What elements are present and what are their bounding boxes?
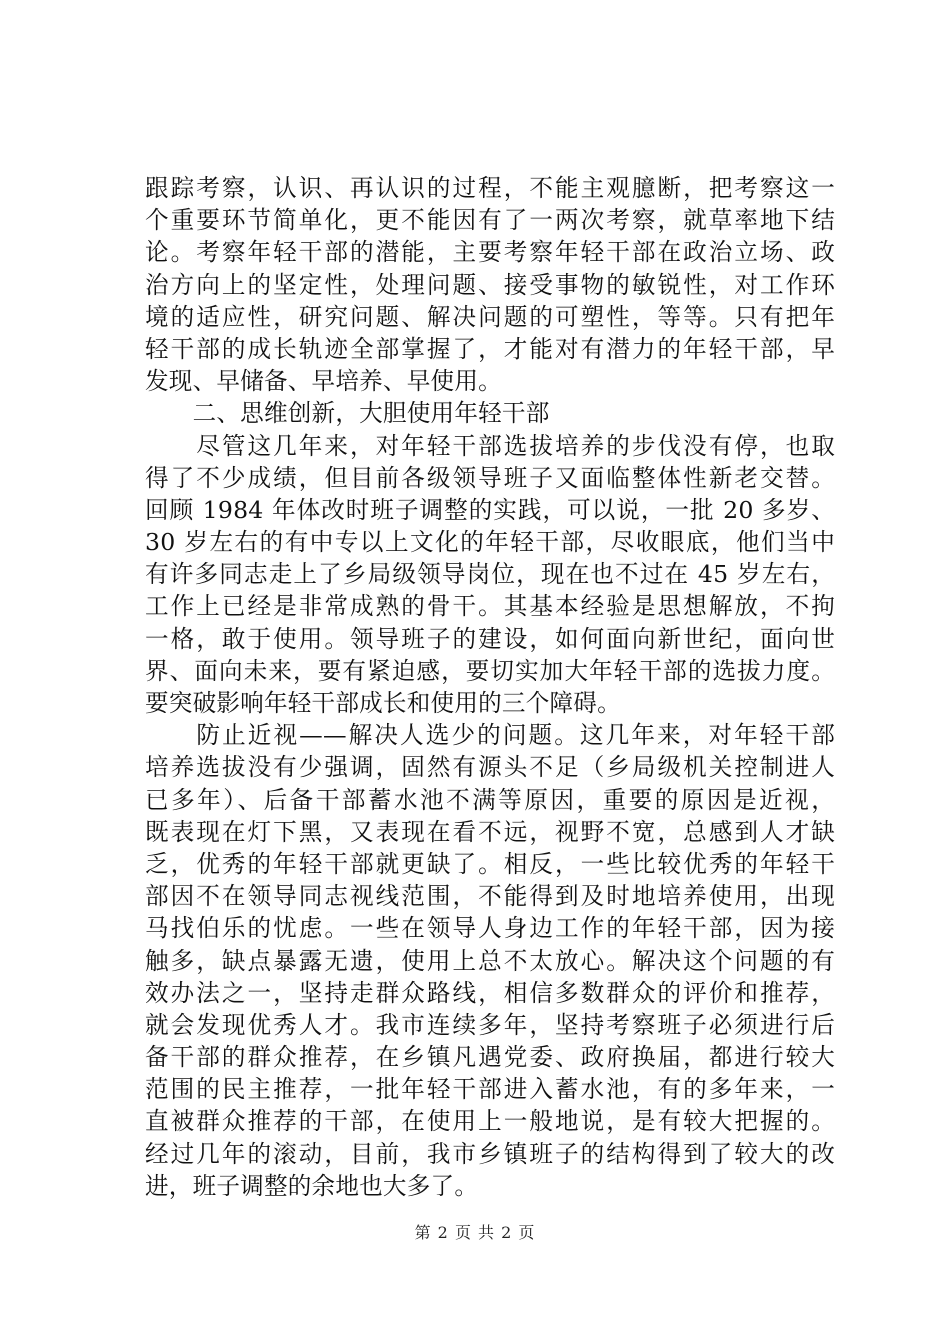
text-line: 既表现在灯下黑，又表现在看不远，视野不宽，总感到人才缺 (145, 817, 835, 846)
text-line: 界、面向未来，要有紧迫感，要切实加大年轻干部的选拔力度。 (145, 656, 835, 685)
text-line: 乏，优秀的年轻干部就更缺了。相反，一些比较优秀的年轻干 (145, 849, 835, 878)
text-line: 治方向上的坚定性，处理问题、接受事物的敏锐性，对工作环 (145, 270, 835, 299)
body-text (145, 172, 835, 1202)
section-heading: 二、思维创新，大胆使用年轻干部 (145, 399, 550, 428)
text-line: 论。考察年轻干部的潜能，主要考察年轻干部在政治立场、政 (145, 238, 835, 267)
text-line: 进，班子调整的余地也大多了。 (145, 1171, 479, 1200)
text-line: 工作上已经是非常成熟的骨干。其基本经验是思想解放，不拘 (145, 592, 835, 621)
text-line: 境的适应性，研究问题、解决问题的可塑性，等等。只有把年 (145, 302, 835, 331)
text-line: 发现、早储备、早培养、早使用。 (145, 367, 502, 396)
text-line: 就会发现优秀人才。我市连续多年，坚持考察班子必须进行后 (145, 1010, 835, 1039)
text-line: 直被群众推荐的干部，在使用上一般地说，是有较大把握的。 (145, 1107, 835, 1136)
text-line: 防止近视——解决人选少的问题。这几年来，对年轻干部 (145, 721, 835, 750)
text-line: 培养选拔没有少强调，固然有源头不足（乡局级机关控制进人 (145, 753, 835, 782)
text-line: 回顾 1984 年体改时班子调整的实践，可以说，一批 20 多岁、 (145, 495, 835, 524)
text-line: 马找伯乐的忧虑。一些在领导人身边工作的年轻干部，因为接 (145, 914, 835, 943)
text-line: 一格，敢于使用。领导班子的建设，如何面向新世纪，面向世 (145, 624, 835, 653)
text-line: 要突破影响年轻干部成长和使用的三个障碍。 (145, 689, 621, 717)
text-line: 轻干部的成长轨迹全部掌握了，才能对有潜力的年轻干部，早 (145, 334, 835, 363)
text-line: 有许多同志走上了乡局级领导岗位，现在也不过在 45 岁左右， (145, 560, 835, 589)
text-line: 尽管这几年来，对年轻干部选拔培养的步伐没有停，也取 (145, 431, 835, 460)
text-line: 得了不少成绩，但目前各级领导班子又面临整体性新老交替。 (145, 463, 835, 492)
text-line: 个重要环节简单化，更不能因有了一两次考察，就草率地下结 (145, 206, 835, 235)
text-line: 效办法之一，坚持走群众路线，相信多数群众的评价和推荐， (145, 978, 835, 1007)
text-line: 跟踪考察，认识、再认识的过程，不能主观臆断，把考察这一 (145, 174, 835, 202)
text-line: 触多，缺点暴露无遗，使用上总不太放心。解决这个问题的有 (145, 946, 835, 975)
text-line: 30 岁左右的有中专以上文化的年轻干部，尽收眼底，他们当中 (145, 528, 835, 557)
text-line: 已多年）、后备干部蓄水池不满等原因，重要的原因是近视， (145, 785, 835, 814)
page-footer: 第 2 页 共 2 页 (414, 1223, 536, 1242)
text-line: 备干部的群众推荐，在乡镇凡遇党委、政府换届，都进行较大 (145, 1043, 835, 1072)
text-line: 经过几年的滚动，目前，我市乡镇班子的结构得到了较大的改 (145, 1139, 835, 1168)
text-line: 部因不在领导同志视线范围，不能得到及时地培养使用，出现 (145, 882, 835, 911)
text-line: 范围的民主推荐，一批年轻干部进入蓄水池，有的多年来，一 (145, 1075, 835, 1104)
